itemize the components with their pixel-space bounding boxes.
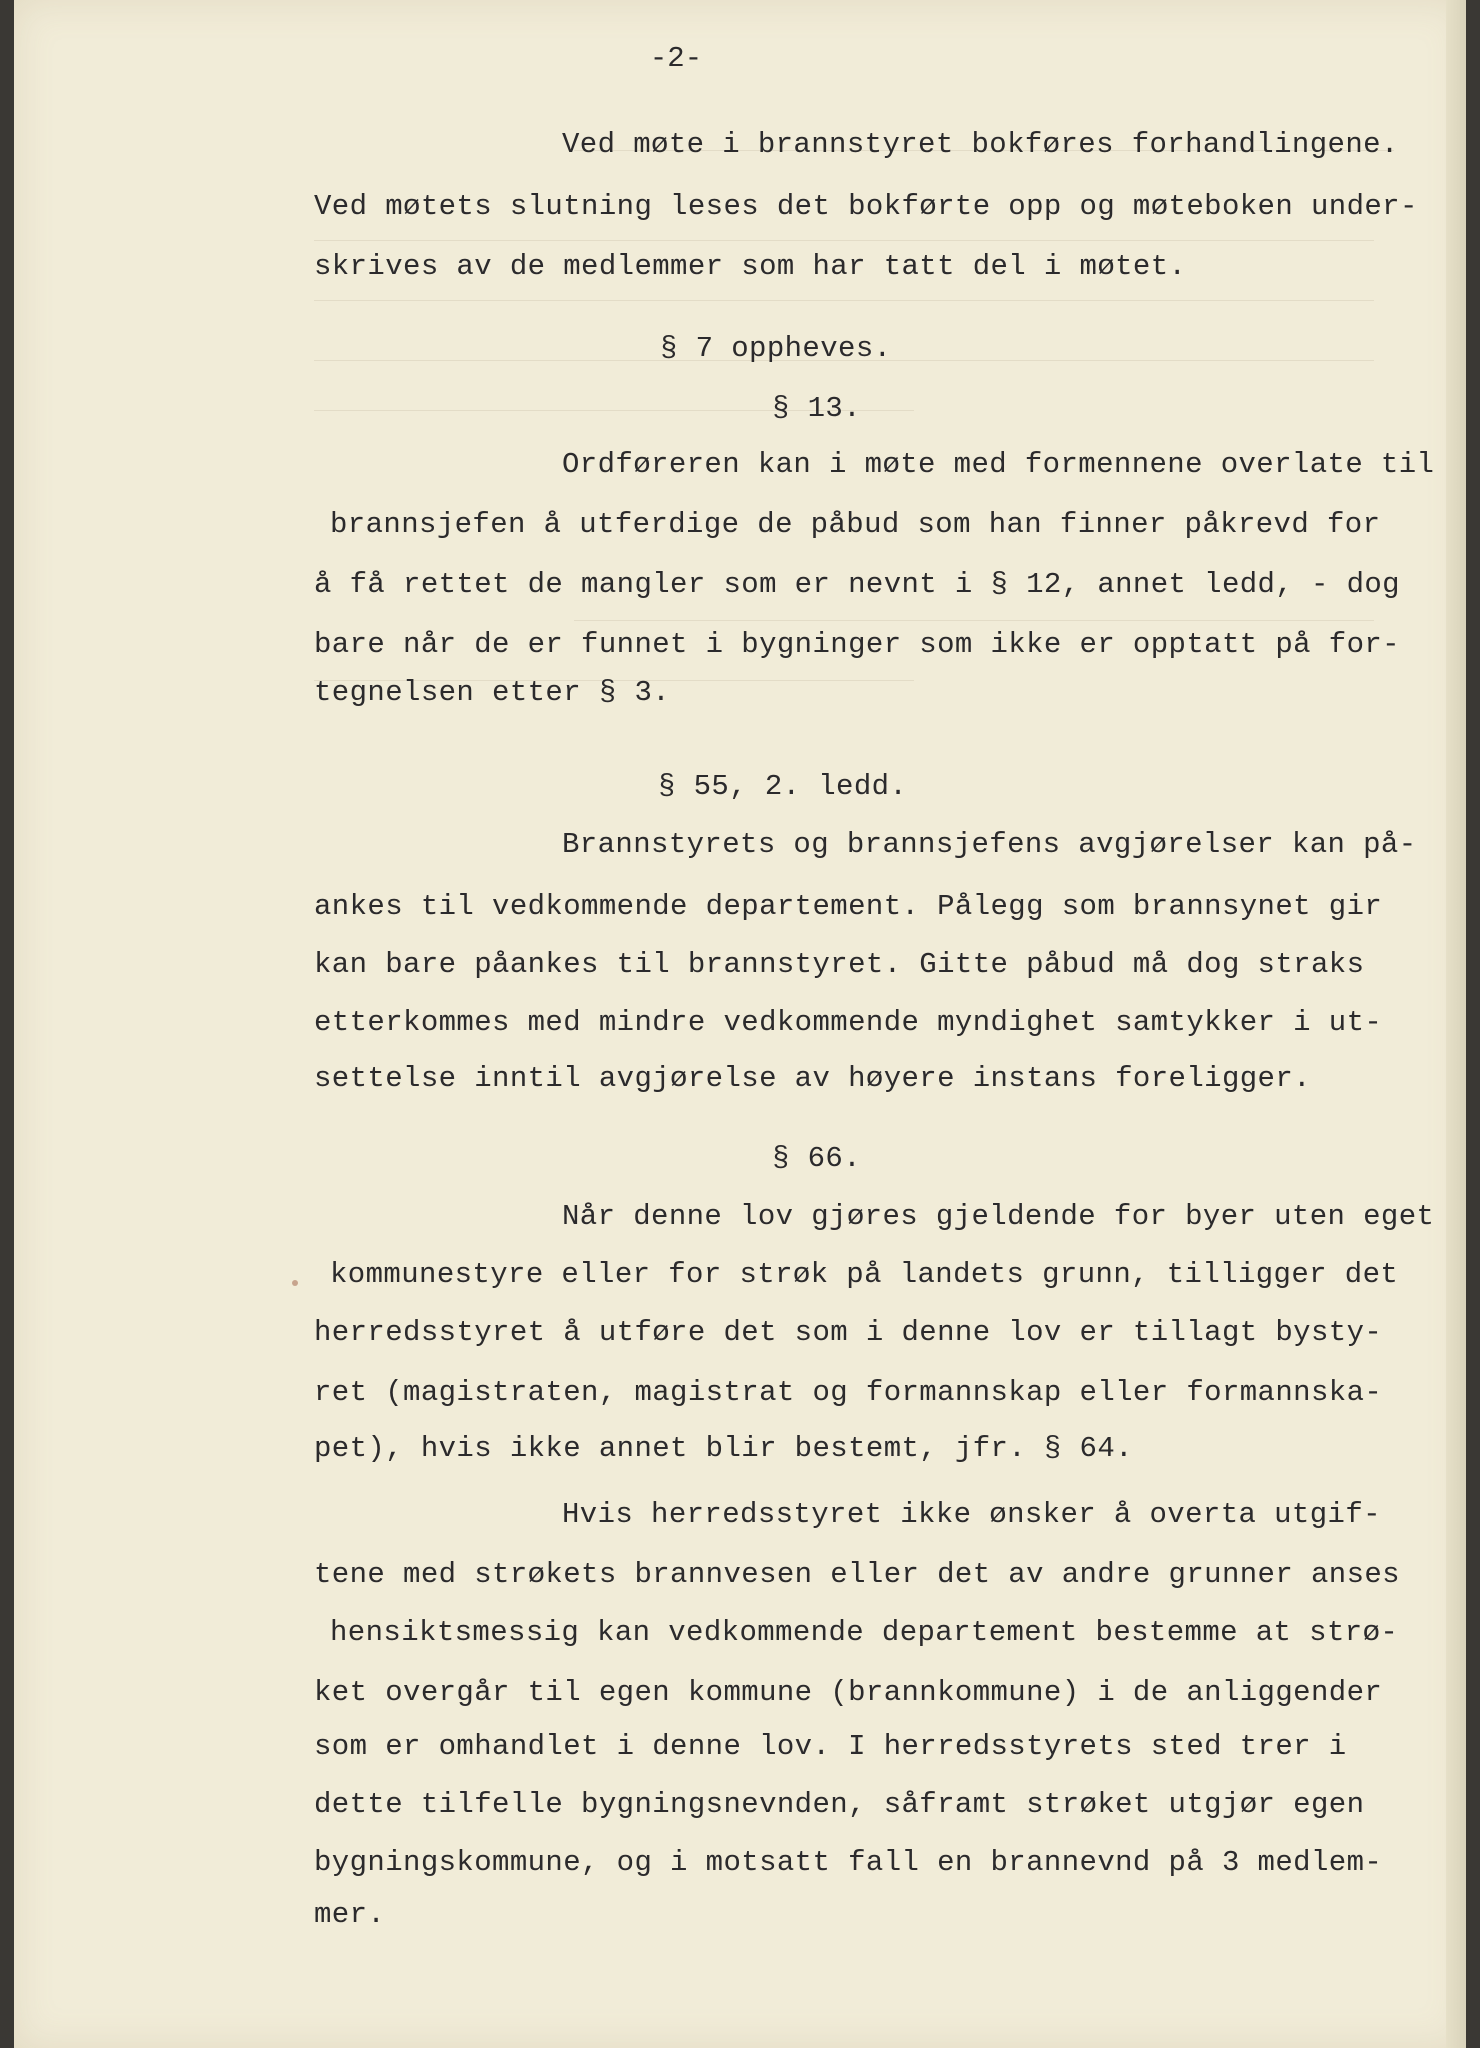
bleed-through-mark <box>314 300 1374 303</box>
text-line: Brannstyrets og brannsjefens avgjørelser kan på- <box>562 828 1417 861</box>
section-heading: § 66. <box>772 1142 862 1175</box>
text-line: kan bare påankes til brannstyret. Gitte påbud må dog straks <box>314 948 1365 981</box>
text-line: tene med strøkets brannvesen eller det av andre grunner anses <box>314 1558 1400 1591</box>
bleed-through-mark <box>574 620 1374 623</box>
text-line: ket overgår til egen kommune (brannkommune) i de anliggender <box>314 1676 1383 1709</box>
text-line: settelse inntil avgjørelse av høyere instans foreligger. <box>314 1062 1311 1095</box>
text-line: brannsjefen å utferdige de påbud som han finner påkrevd for <box>330 508 1381 541</box>
text-line: Ved møtets slutning leses det bokførte opp og møteboken under- <box>314 190 1418 223</box>
text-line: som er omhandlet i denne lov. I herredsstyrets sted trer i <box>314 1730 1347 1763</box>
text-line: ret (magistraten, magistrat og formannskap eller formannska- <box>314 1376 1383 1409</box>
section-heading: § 55, 2. ledd. <box>658 770 908 803</box>
text-line: mer. <box>314 1898 386 1931</box>
text-line: herredsstyret å utføre det som i denne lov er tillagt bysty- <box>314 1316 1383 1349</box>
text-line: Når denne lov gjøres gjeldende for byer uten eget <box>562 1200 1435 1233</box>
bleed-through-mark <box>314 240 1374 243</box>
page-number: -2- <box>649 42 703 75</box>
text-line: pet), hvis ikke annet blir bestemt, jfr. § 64. <box>314 1432 1133 1465</box>
section-heading: § 7 oppheves. <box>660 332 892 365</box>
text-line: dette tilfelle bygningsnevnden, såframt strøket utgjør egen <box>314 1788 1365 1821</box>
text-line: tegnelsen etter § 3. <box>314 676 671 709</box>
text-line: Ordføreren kan i møte med formennene overlate til <box>562 448 1435 481</box>
text-line: kommunestyre eller for strøk på landets grunn, tilligger det <box>330 1258 1399 1291</box>
text-line: hensiktsmessig kan vedkommende departement bestemme at strø- <box>330 1616 1399 1649</box>
text-line: Hvis herredsstyret ikke ønsker å overta utgif- <box>562 1498 1381 1531</box>
text-line: å få rettet de mangler som er nevnt i § 12, annet ledd, - dog <box>314 568 1400 601</box>
text-line: skrives av de medlemmer som har tatt del i møtet. <box>314 250 1187 283</box>
text-line: bygningskommune, og i motsatt fall en brannevnd på 3 medlem- <box>314 1846 1383 1879</box>
ink-spot <box>292 1280 298 1286</box>
section-heading: § 13. <box>772 392 862 425</box>
document-page <box>14 0 1466 2048</box>
text-line: bare når de er funnet i bygninger som ikke er opptatt på for- <box>314 628 1400 661</box>
text-line: Ved møte i brannstyret bokføres forhandlingene. <box>562 128 1399 161</box>
page-edge <box>1446 0 1466 2048</box>
text-line: ankes til vedkommende departement. Pålegg som brannsynet gir <box>314 890 1383 923</box>
text-line: etterkommes med mindre vedkommende myndighet samtykker i ut- <box>314 1006 1383 1039</box>
